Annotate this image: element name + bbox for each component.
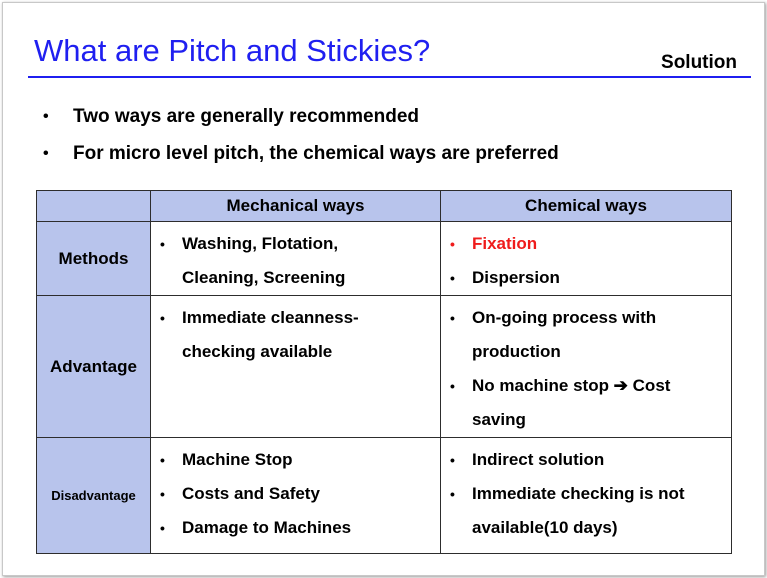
bullet-dot-icon: • — [450, 236, 455, 252]
slide — [2, 2, 765, 576]
page-title: What are Pitch and Stickies? — [34, 33, 431, 68]
bullet-dot-icon: • — [450, 378, 455, 394]
cell-disadvantage-chemical — [441, 438, 732, 554]
list-item: • Immediate checking is not — [441, 477, 731, 511]
cell-methods-chemical — [441, 222, 732, 296]
table-row-advantage — [37, 296, 732, 438]
cell-disadvantage-mechanical — [151, 438, 441, 554]
list-item: Cleaning, Screening — [182, 268, 346, 287]
table-row-disadvantage — [37, 438, 732, 554]
list-item-highlighted: • Fixation — [441, 227, 731, 261]
list-item: production — [472, 342, 561, 361]
row-header-advantage: Advantage — [37, 296, 151, 438]
list-item: available(10 days) — [472, 518, 618, 537]
bullet-item — [43, 98, 559, 135]
cell-advantage-chemical — [441, 296, 732, 438]
list-item: • Immediate cleanness- — [151, 301, 440, 335]
title-underline — [28, 76, 751, 78]
bullet-dot-icon: • — [160, 236, 165, 252]
list-item: • On-going process with — [441, 301, 731, 335]
bullet-dot-icon: • — [43, 107, 49, 125]
row-header-methods: Methods — [37, 222, 151, 296]
bullet-dot-icon: • — [43, 144, 49, 162]
bullet-item — [43, 135, 559, 172]
list-item: saving — [472, 410, 526, 429]
table-corner-cell — [37, 191, 151, 222]
bullet-list — [43, 98, 559, 172]
column-header-mechanical: Mechanical ways — [151, 191, 441, 222]
bullet-dot-icon: • — [160, 520, 165, 536]
bullet-text: Two ways are generally recommended — [73, 105, 420, 127]
bullet-dot-icon: • — [450, 270, 455, 286]
cell-methods-mechanical — [151, 222, 441, 296]
row-header-disadvantage: Disadvantage — [37, 438, 151, 554]
list-item: • Costs and Safety — [151, 477, 440, 511]
bullet-dot-icon: • — [450, 452, 455, 468]
list-item: checking available — [182, 342, 333, 361]
bullet-dot-icon: • — [160, 486, 165, 502]
list-item: • Damage to Machines — [151, 511, 440, 545]
list-item: • Washing, Flotation, — [151, 227, 440, 261]
table-row-methods — [37, 222, 732, 296]
list-item: • Dispersion — [441, 261, 731, 295]
column-header-chemical: Chemical ways — [441, 191, 732, 222]
list-item: • No machine stop ➔ Cost — [441, 369, 731, 403]
bullet-dot-icon: • — [160, 452, 165, 468]
table-header-row — [37, 191, 732, 222]
bullet-text: For micro level pitch, the chemical ways are preferred — [73, 142, 559, 164]
bullet-dot-icon: • — [160, 310, 165, 326]
bullet-dot-icon: • — [450, 486, 455, 502]
bullet-dot-icon: • — [450, 310, 455, 326]
list-item: • Machine Stop — [151, 443, 440, 477]
comparison-table — [36, 190, 732, 554]
section-tag: Solution — [661, 52, 737, 73]
cell-advantage-mechanical — [151, 296, 441, 438]
list-item: • Indirect solution — [441, 443, 731, 477]
